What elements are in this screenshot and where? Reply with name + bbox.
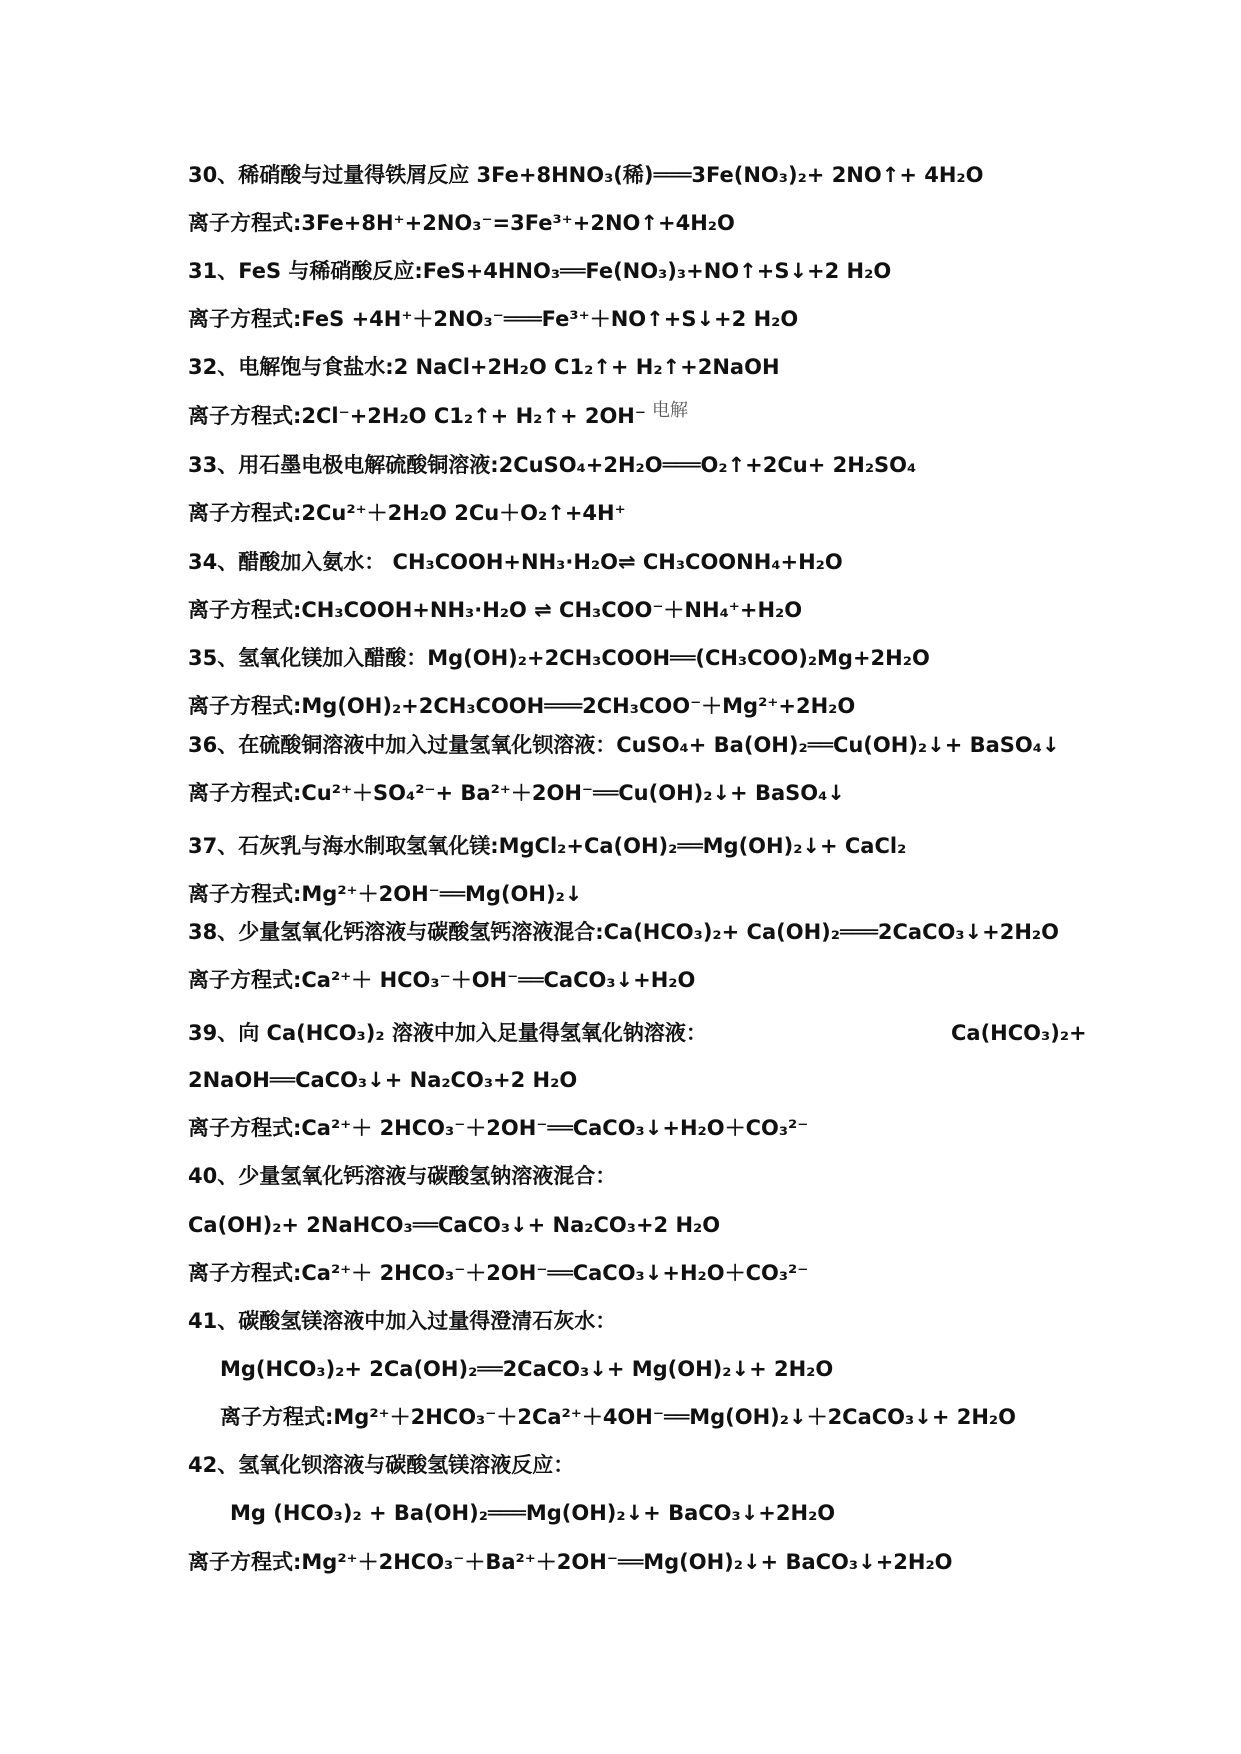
equation-line: 35、氢氧化镁加入醋酸：Mg(OH)₂+2CH₃COOH══(CH₃COO)₂Mg+2H₂O [188,646,930,670]
equation-line: 离子方程式:3Fe+8H⁺+2NO₃⁻=3Fe³⁺+2NO↑+4H₂O [188,211,735,235]
equation-line: 34、醋酸加入氨水： CH₃COOH+NH₃·H₂O⇌ CH₃COONH₄+H₂O [188,550,843,574]
equation-line: 41、碳酸氢镁溶液中加入过量得澄清石灰水： [188,1309,617,1333]
equation-line: 33、用石墨电极电解硫酸铜溶液:2CuSO₄+2H₂O═══O₂↑+2Cu+ 2H₂SO₄ [188,453,917,477]
equation-line: 38、少量氢氧化钙溶液与碳酸氢钙溶液混合:Ca(HCO₃)₂+ Ca(OH)₂═══2CaCO₃↓+2H₂O [188,920,1059,944]
equation-line: 39、向 Ca(HCO₃)₂ 溶液中加入足量得氢氧化钠溶液： [188,1021,707,1045]
equation-line: 离子方程式:Cu²⁺＋SO₄²⁻+ Ba²⁺＋2OH⁻══Cu(OH)₂↓+ BaSO₄↓ [188,781,845,805]
equation-line: 2NaOH══CaCO₃↓+ Na₂CO₃+2 H₂O [188,1068,578,1092]
equation-line: 离子方程式:Mg²⁺＋2HCO₃⁻＋Ba²⁺＋2OH⁻══Mg(OH)₂↓+ BaCO₃↓+2H₂O [188,1550,953,1574]
equation-line: 32、电解饱与食盐水:2 NaCl+2H₂O C1₂↑+ H₂↑+2NaOH [188,355,780,379]
equation-line: 40、少量氢氧化钙溶液与碳酸氢钠溶液混合： [188,1164,617,1188]
equation-line: 离子方程式:CH₃COOH+NH₃·H₂O ⇌ CH₃COO⁻＋NH₄⁺+H₂O [188,598,803,622]
equation-line: Mg (HCO₃)₂ + Ba(OH)₂═══Mg(OH)₂↓+ BaCO₃↓+2H₂O [230,1501,836,1525]
equation-line: 离子方程式:Mg²⁺＋2HCO₃⁻＋2Ca²⁺＋4OH⁻══Mg(OH)₂↓＋2CaCO₃↓+ 2H₂O [220,1405,1016,1429]
equation-line: 离子方程式:2Cu²⁺＋2H₂O 2Cu＋O₂↑+4H⁺ [188,501,626,525]
equation-line: 37、石灰乳与海水制取氢氧化镁:MgCl₂+Ca(OH)₂══Mg(OH)₂↓+ CaCl₂ [188,834,907,858]
equation-line: Mg(HCO₃)₂+ 2Ca(OH)₂══2CaCO₃↓+ Mg(OH)₂↓+ 2H₂O [220,1357,834,1381]
equation-line: Ca(OH)₂+ 2NaHCO₃══CaCO₃↓+ Na₂CO₃+2 H₂O [188,1213,721,1237]
equation-line: 离子方程式:2Cl⁻+2H₂O C1₂↑+ H₂↑+ 2OH⁻ [188,404,646,428]
equation-line: 离子方程式:Ca²⁺＋ 2HCO₃⁻＋2OH⁻══CaCO₃↓+H₂O＋CO₃²⁻ [188,1116,809,1140]
equation-line: 36、在硫酸铜溶液中加入过量氢氧化钡溶液：CuSO₄+ Ba(OH)₂══Cu(OH)₂↓+ BaSO₄↓ [188,733,1060,757]
equation-line: 42、氢氧化钡溶液与碳酸氢镁溶液反应： [188,1453,575,1477]
equation-line: 离子方程式:Ca²⁺＋ HCO₃⁻＋OH⁻══CaCO₃↓+H₂O [188,968,696,992]
electrolysis-note: 电解 [652,400,688,421]
equation-line: 离子方程式:FeS +4H⁺＋2NO₃⁻═══Fe³⁺＋NO↑+S↓+2 H₂O [188,307,799,331]
equation-line: 30、稀硝酸与过量得铁屑反应 3Fe+8HNO₃(稀)═══3Fe(NO₃)₂+ 2NO↑+ 4H₂O [188,163,984,187]
equation-line: 离子方程式:Ca²⁺＋ 2HCO₃⁻＋2OH⁻══CaCO₃↓+H₂O＋CO₃²⁻ [188,1261,809,1285]
line-39-right: Ca(HCO₃)₂+ [951,1021,1087,1045]
equation-line: 31、FeS 与稀硝酸反应:FeS+4HNO₃══Fe(NO₃)₃+NO↑+S↓+2 H₂O [188,259,892,283]
equation-line: 离子方程式:Mg²⁺＋2OH⁻══Mg(OH)₂↓ [188,882,583,906]
equation-line: 离子方程式:Mg(OH)₂+2CH₃COOH═══2CH₃COO⁻＋Mg²⁺+2H₂O [188,694,856,718]
